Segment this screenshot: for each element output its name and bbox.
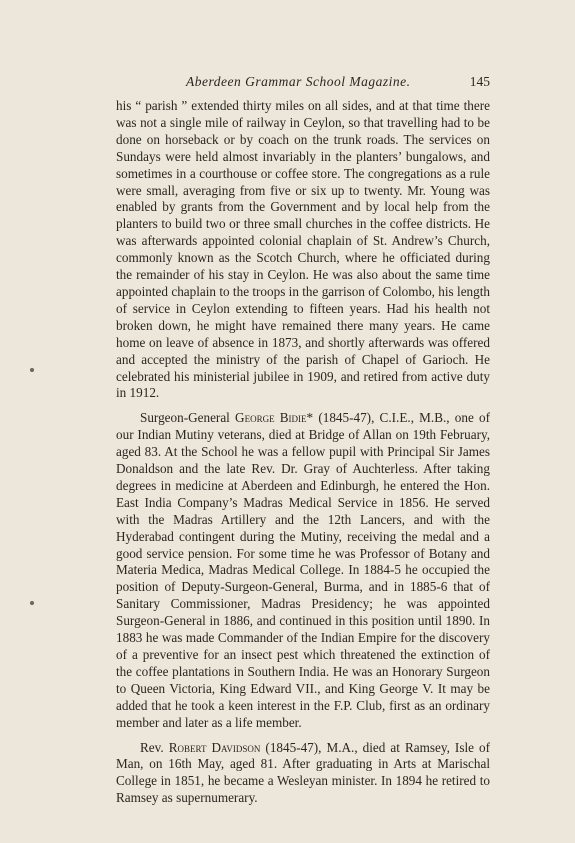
page-number: 145 xyxy=(469,74,490,89)
margin-speck xyxy=(30,601,34,605)
paragraph-prefix: Surgeon-General xyxy=(140,410,236,426)
paragraph-bidie xyxy=(116,410,490,731)
paragraph-text: * (1845-47), C.I.E., M.B., one of our Indian Mutiny veterans, died at Bridge of Allan on 19th February, aged 83. At the School he was a fellow pupil with Principal Sir James Donaldson and the late Rev. Dr. Gray of Auchterless. After taking degrees in medicine at Aberdeen and Edinburgh, he entered the Hon. East India Company’s Madras Medical Service in 1856. He served with the Madras Artillery and the 12th Lancers, and with the Hyderabad contingent during the Mutiny, receiving the medal and a good service pension. For some time he was Professor of Botany and Materia Medica, Madras Medical College. In 1884-5 he occupied the position of Deputy-Surgeon-General, Burma, and in 1885-6 that of Sanitary Commissioner, Madras Presidency; he was appointed Surgeon-General in 1886, and continued in this position until 1890. In 1883 he was made Commander of the Indian Empire for the discovery of a preventive for an insect pest which threatened the extinction of the coffee plantations in Southern India. He was an Honorary Surgeon to Queen Victoria, King Edward VII., and King George V. It may be added that he took a keen interest in the F.P. Club, first as an ordinary member and later as a life member. xyxy=(116,410,491,730)
paragraph-text: (1845-47), M.A., died at Ramsey, Isle of Man, on 16th May, aged 81. After graduating in Arts at Marischal College in 1851, he became a Wesleyan minister. In 1894 he retired to Ramsey as supernumerary. xyxy=(116,739,490,806)
page-header xyxy=(116,74,490,92)
paragraph-young xyxy=(116,98,490,402)
article-body xyxy=(116,98,490,807)
paragraph-text: his “ parish ” extended thirty miles on all sides, and at that time there was not a single mile of railway in Ceylon, so that travelling had to be done on horseback or by coach on the trunk roads. The services on Sundays were held almost invariably in the planters’ bungalows, and sometimes in a courthouse or coffee store. The congregations as a rule were small, averaging from five or six up to twenty. Mr. Young was enabled by grants from the Government and by local help from the planters to build two or three small churches in the coffee districts. He was afterwards appointed colonial chaplain of St. Andrew’s Church, commonly known as the Scotch Church, where he officiated during the remainder of his stay in Ceylon. He was also about the same time appointed chaplain to the troops in the garrison of Colombo, his length of service in Ceylon extending to fifteen years. Had his health not broken down, he might have remained there many years. He came home on leave of absence in 1873, and shortly afterwards was offered and accepted the ministry of the parish of Chapel of Garioch. He celebrated his ministerial jubilee in 1909, and retired from active duty in 1912. xyxy=(116,98,490,401)
running-title: Aberdeen Grammar School Magazine. xyxy=(186,74,411,89)
margin-speck xyxy=(30,368,34,372)
paragraph-davidson xyxy=(116,740,490,808)
paragraph-prefix: Rev. xyxy=(140,739,169,755)
person-name: Robert Davidson xyxy=(168,739,261,755)
person-name: George Bidie xyxy=(235,410,307,426)
